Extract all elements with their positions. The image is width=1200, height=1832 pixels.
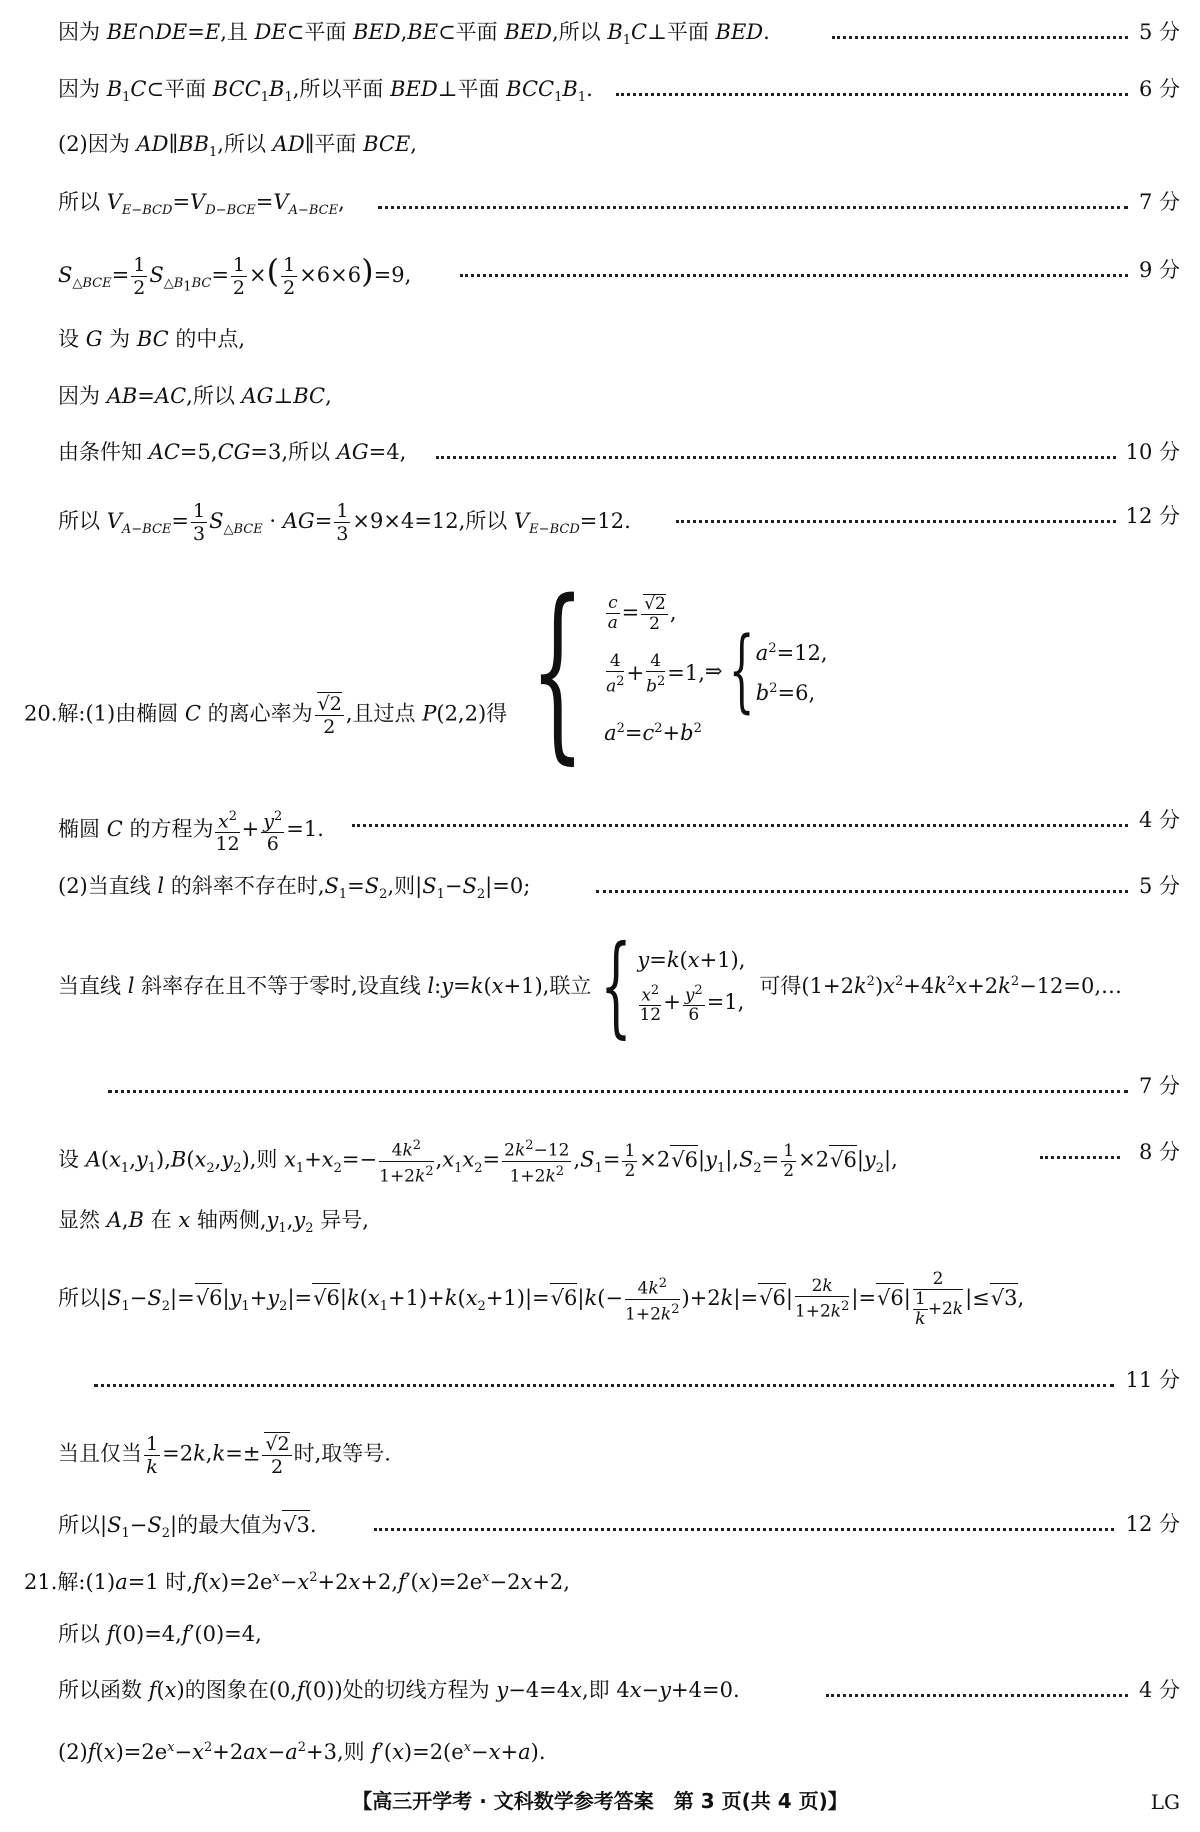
leader-dots [1040,1156,1120,1159]
score-label: 4 分 [1138,1678,1180,1702]
score-label: 9 分 [1138,258,1180,282]
leader-dots [676,520,1116,523]
score-label: 11 分 [1125,1368,1180,1392]
q20-line-8: 当且仅当 $\frac{1}{k}$ =2k,k=± $\frac{√2}{2}$ 时,取等号. [58,1432,391,1478]
q19-line-4: 所以 $V_{E-BCD}=V_{D-BCE}=V_{A-BCE}$, [58,190,345,219]
score-label: 5 分 [1138,874,1180,898]
leader-dots [832,36,1128,39]
q20-line-3: (2)当直线 l 的斜率不存在时$,S_1=S_2$,则$|S_1-S_2|=0$; [58,874,531,903]
q21-line-3: 所以函数 f(x)的图象在(0,f(0))处的切线方程为 y−4=4x,即 4x−y+4=0. [58,1678,740,1702]
page-code: LG [1150,1790,1180,1814]
score-label: 7 分 [1138,1074,1180,1098]
q21-line-1: 21.解:(1)a=1 时$,f(x)=2e^x-x^2+2x+2,f'(x)=2e^x-2x+2$, [24,1570,570,1594]
q19-line-5: $S_{\triangle BCE}=$ $\frac{1}{2}$ $S_{\triangle B_1BC}=$ $\frac{1}{2}$ ×( $\frac{1}{2}$ ×6×6)=9, [58,252,412,299]
q20-line-6: 显然 A,B 在 x 轴两侧$,y_1,y_2$ 异号, [58,1208,369,1237]
leader-dots [352,824,1128,827]
q19-line-6: 设 G 为 BC 的中点, [58,327,246,351]
leader-dots [826,1694,1128,1697]
leader-dots [616,93,1128,96]
score-label: 12 分 [1125,504,1180,528]
q19-line-1: 因为 BE∩DE=E,且 DE⊂平面 BED,BE⊂平面 BED,所以 $B_1C\perp$平面 BED. [58,20,770,49]
page-footer: 【高三开学考 · 文科数学参考答案 第 3 页(共 4 页)】 [352,1789,848,1813]
q20-line-1: 20.解:(1)由椭圆 C 的离心率为 $\frac{√2}{2}$ ,且过点 P(2,2)得 { $\frac{c}{a}$ = $\frac{√2}{2}$ , $\frac{4}{a^2}$ + $\frac{4}{b^2}$ =1, $a^2=c^2+b^2$ ⇒{ $a^2=12$, $b^2=6$, [24,560,828,781]
q20-line-5: 设 $A(x_1,y_1),B(x_2,y_2)$,则 $x_1+x_2=-$ $\frac{4k^2}{1+2k^2}$ $,x_1x_2=$ $\frac{2k^2-12}{1+2k^2}$ $,S_1=$ $\frac{1}{2}$ $\times 2√6|y_1|,S_2=$ $\frac{1}{2}$ $\times 2√6|y_2|$, [58,1138,898,1187]
leader-dots [108,1090,1128,1093]
q19-line-2: 因为 $B_1C\subset$平面 $BCC_1B_1$,所以平面 BED⊥平面 $BCC_1B_1$. [58,77,593,106]
score-label: 8 分 [1138,1140,1180,1164]
q19-line-3: (2)因为 $AD\parallel BB_1$,所以 AD∥平面 BCE, [58,132,417,161]
leader-dots [460,274,1128,277]
q19-line-8: 由条件知 AC=5,CG=3,所以 AG=4, [58,440,407,464]
q20-line-2: 椭圆 C 的方程为 $\frac{x^2}{12}$ + $\frac{y^2}{6}$ =1. [58,806,1180,855]
score-label: 7 分 [1138,190,1180,214]
leader-dots [436,456,1116,459]
leader-dots [374,1528,1114,1531]
q20-line-7: 所以$|S_1-S_2|=√6|y_1+y_2|=√6|k(x_1+1)+k(x_2+1)|=√6|k(-$ $\frac{4k^2}{1+2k^2}$ )+2k|=√6| $\frac{2k}{1+2k^2}$ |=√6| 2 $\frac{1}{k}$ +2k |≤√3, [58,1269,1025,1329]
q19-line-7: 因为 AB=AC,所以 AG⊥BC, [58,384,332,408]
q21-line-4: $(2)f(x)=2e^x-x^2+2ax-a^2+3$,则 $f'(x)=2(e^x-x+a)$. [58,1740,546,1764]
q19-line-9: 所以 $V_{A-BCE}=$ $\frac{1}{3}$ $S_{\triangle BCE} \cdot AG=$ $\frac{1}{3}$ ×9×4=12,所以 $V_{E-BCD}=12$. [58,500,631,545]
q20-line-9: 所以$|S_1-S_2|$的最大值为√3. [58,1510,1180,1548]
leader-dots [94,1384,1114,1387]
score-label: 12 分 [1125,1512,1180,1536]
q20-line-4: 当直线 l 斜率存在且不等于零时,设直线 l:y=k(x+1),联立{ y=k(x+1), $\frac{x^2}{12}$ + $\frac{y^2}{6}$ =1, 可得$(1+2k^2)x^2+4k^2x+2k^2-12=0,\dots$ [58,921,1123,1049]
score-label: 6 分 [1138,77,1180,101]
leader-dots [596,890,1128,893]
score-label: 4 分 [1138,808,1180,832]
score-label: 5 分 [1138,20,1180,44]
q21-line-2: 所以 f(0)=4,f′(0)=4, [58,1622,262,1646]
score-label: 10 分 [1125,440,1180,464]
leader-dots [378,206,1128,209]
